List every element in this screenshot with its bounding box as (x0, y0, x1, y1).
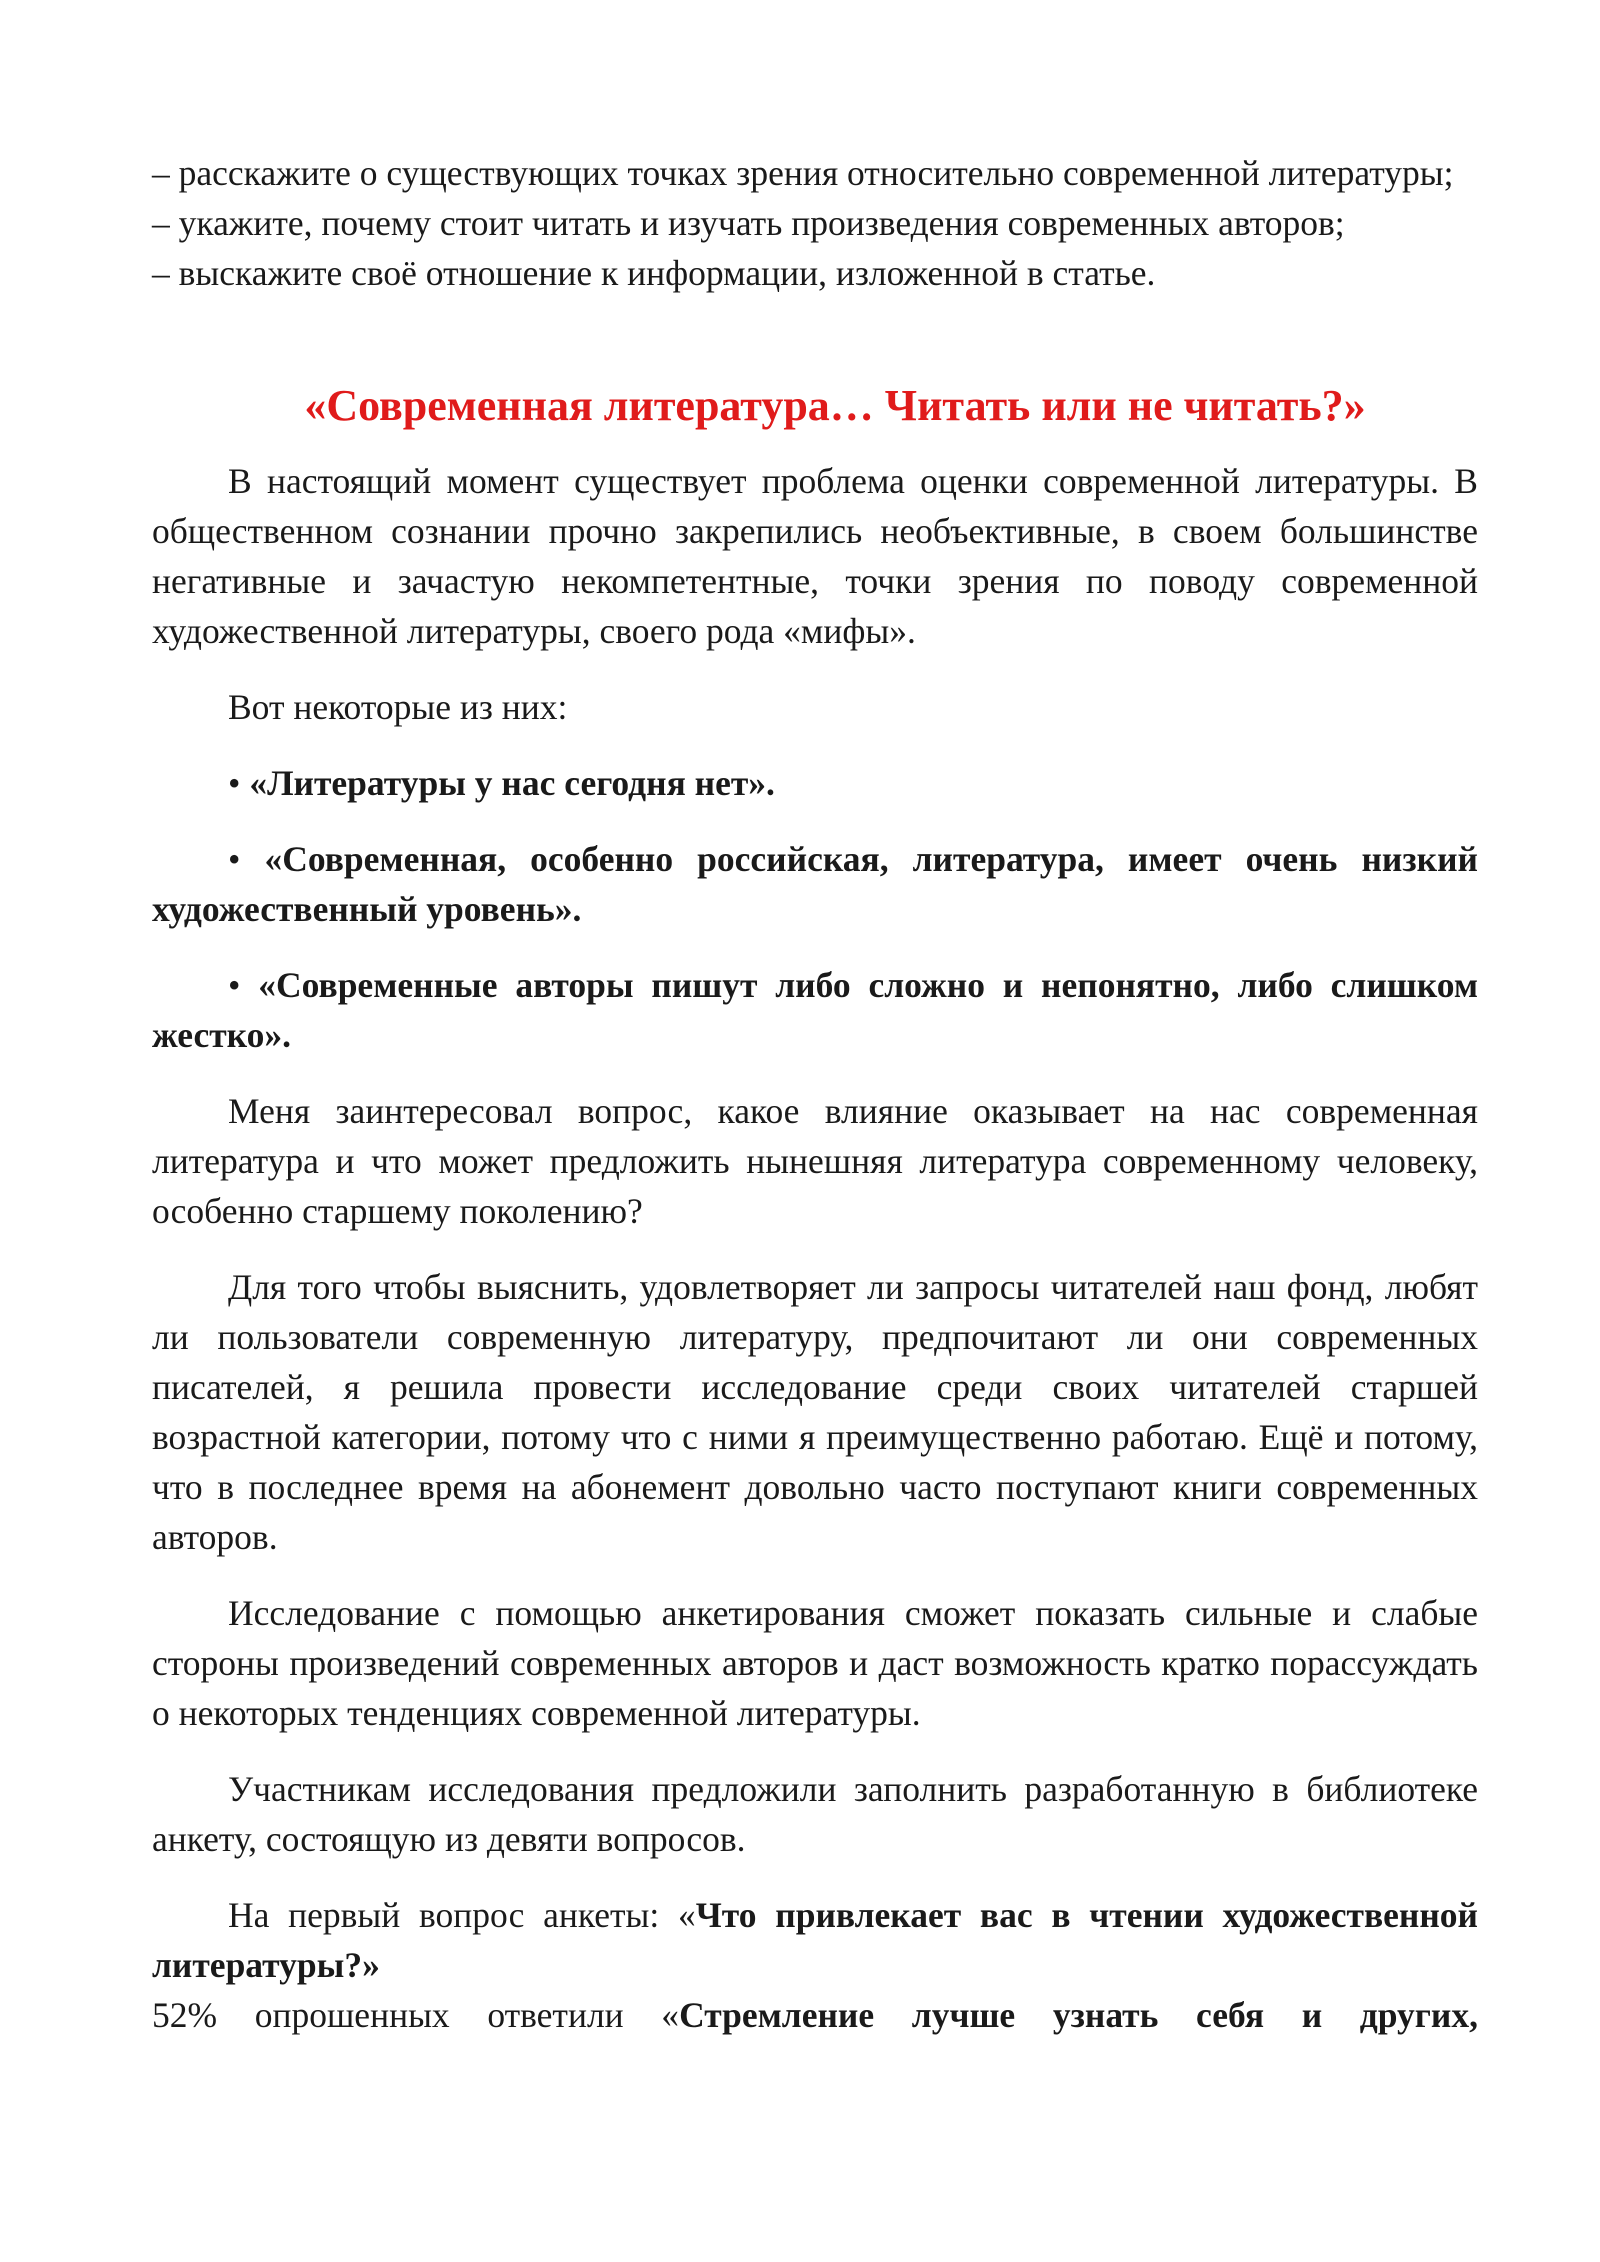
paragraph-question (152, 1890, 1478, 1990)
paragraph-research: Для того чтобы выяснить, удовлетворяет ли запросы читателей наш фонд, любят ли пользователи современную литературу, предпочитают ли они современных писателей, я решила провести исследование среди своих читателей старшей возрастной категории, потому что с ними я преимущественно работаю. Ещё и потому, что в последнее время на абонемент довольно часто поступают книги современных авторов. (152, 1267, 1478, 1557)
myth-item (152, 758, 1478, 808)
myth-text: «Современные авторы пишут либо сложно и непонятно, либо слишком жестко». (152, 965, 1479, 1055)
bullet-marker: • (228, 763, 241, 803)
paragraph-myths-lead: Вот некоторые из них: (228, 687, 568, 727)
paragraph-interest: Меня заинтересовал вопрос, какое влияние оказывает на нас современная литература и что может предложить нынешняя литература современному человеку, особенно старшему поколению? (152, 1091, 1478, 1231)
task-item: – выскажите своё отношение к информации, изложенной в статье. (152, 253, 1156, 293)
task-item: – укажите, почему стоит читать и изучать произведения современных авторов; (152, 203, 1345, 243)
paragraph-intro: В настоящий момент существует проблема оценки современной литературы. В общественном сознании прочно закрепились необъективные, в своем большинстве негативные и зачастую некомпетентные, точки зрения по поводу современной художественной литературы, своего рода «мифы». (152, 461, 1478, 651)
answer-text: Стремление лучше узнать себя и других, (679, 1995, 1478, 2035)
myth-item (152, 960, 1478, 1060)
paragraph-answer (152, 1990, 1478, 2040)
question-text: Что привлекает вас в чтении художественной литературы?» (152, 1895, 1478, 1985)
document-page (152, 148, 1478, 2040)
myth-text: «Современная, особенно российская, литература, имеет очень низкий художественный уровень». (152, 839, 1478, 929)
bullet-marker: • (228, 839, 241, 879)
myth-item (152, 834, 1478, 934)
answer-lead: 52% опрошенных ответили « (152, 1995, 680, 2035)
paragraph-participants: Участникам исследования предложили заполнить разработанную в библиотеке анкету, состоящую из девяти вопросов. (152, 1769, 1478, 1859)
question-lead: На первый вопрос анкеты: « (228, 1895, 696, 1935)
article-title: «Современная литература… Читать или не читать?» (304, 381, 1366, 430)
bullet-marker: • (228, 965, 241, 1005)
paragraph-survey: Исследование с помощью анкетирования сможет показать сильные и слабые стороны произведений современных авторов и даст возможность кратко порассуждать о некоторых тенденциях современной литературы. (152, 1593, 1478, 1733)
task-item: – расскажите о существующих точках зрения относительно современной литературы; (152, 153, 1454, 193)
task-list (152, 148, 1478, 298)
myth-text: «Литературы у нас сегодня нет». (249, 763, 775, 803)
